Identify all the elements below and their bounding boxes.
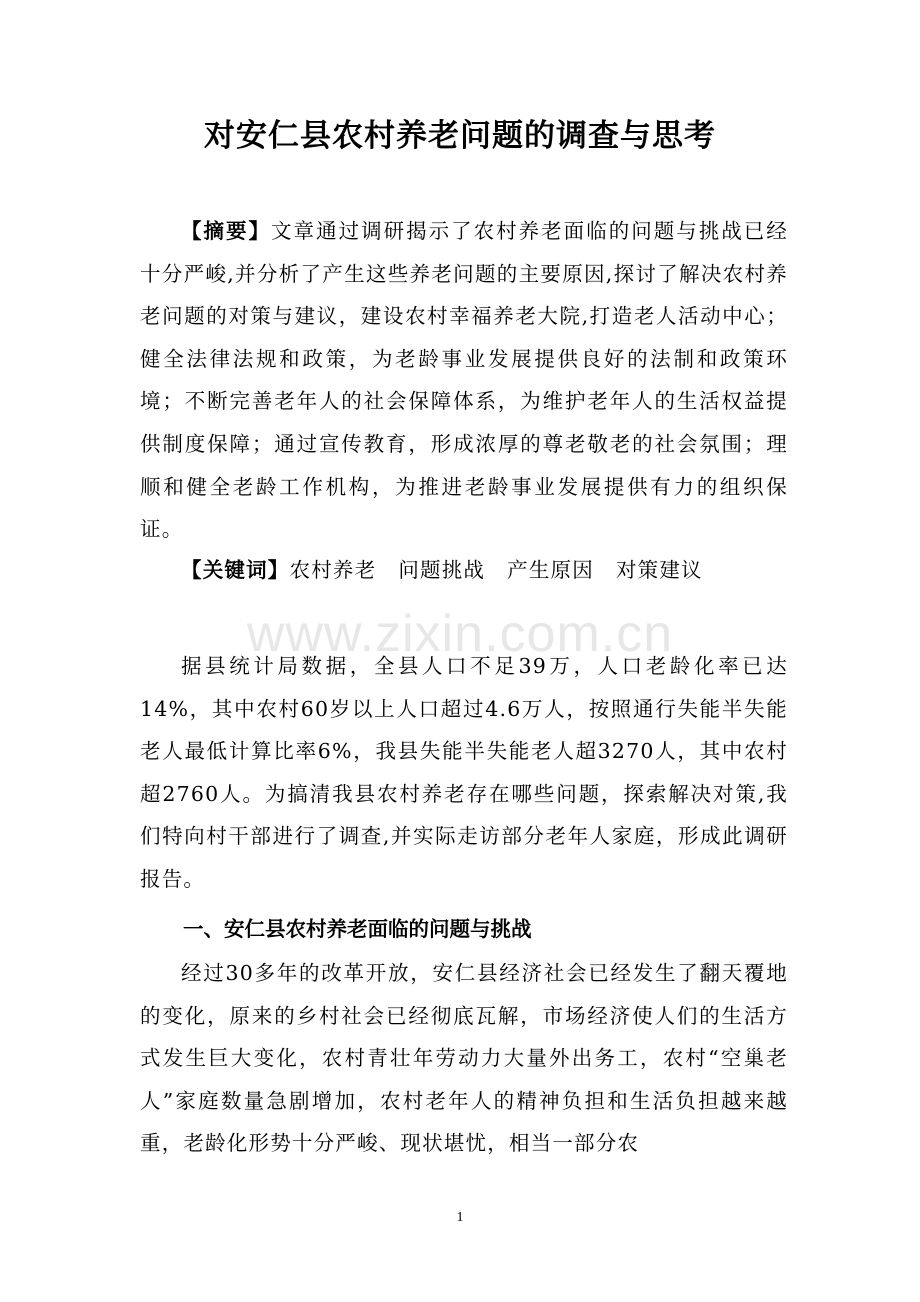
abstract-label: 【摘要】 <box>181 219 272 243</box>
abstract-paragraph <box>140 210 788 551</box>
watermark: www.zixin.com.cn <box>246 605 674 663</box>
intro-paragraph: 据县统计局数据，全县人口不足39万，人口老龄化率已达14%，其中农村60岁以上人口超过4.6万人，按照通行失能半失能老人最低计算比率6%，我县失能半失能老人超3270人，其中农村超2760人。为搞清我县农村养老存在哪些问题，探索解决对策,我们特向村干部进行了调查,并实际走访部分老年人家庭，形成此调研报告。 <box>140 654 788 891</box>
keyword-item: 问题挑战 <box>398 558 486 582</box>
page-number: 1 <box>456 1210 464 1225</box>
keywords-label: 【关键词】 <box>181 558 290 582</box>
abstract-text: 文章通过调研揭示了农村养老面临的问题与挑战已经十分严峻,并分析了产生这些养老问题的主要原因,探讨了解决农村养老问题的对策与建议，建设农村幸福养老大院,打造老人活动中心；健全法律法规和政策，为老龄事业发展提供良好的法制和政策环境；不断完善老年人的社会保障体系，为维护老年人的生活权益提供制度保障；通过宣传教育，形成浓厚的尊老敬老的社会氛围；理顺和健全老龄工作机构，为推进老龄事业发展提供有力的组织保证。 <box>140 219 788 542</box>
section-heading: 一、安仁县农村养老面临的问题与挑战 <box>183 917 532 941</box>
keyword-item: 对策建议 <box>615 558 703 582</box>
document-title: 对安仁县农村养老问题的调查与思考 <box>204 118 716 154</box>
keywords-paragraph <box>140 549 788 592</box>
section-paragraph: 经过30多年的改革开放，安仁县经济社会已经发生了翻天覆地的变化，原来的乡村社会已经彻底瓦解，市场经济使人们的生活方式发生巨大变化，农村青壮年劳动力大量外出务工，农村“空巢老人”家庭数量急剧增加，农村老年人的精神负担和生活负担越来越重，老龄化形势十分严峻、现状堪忧，相当一部分农 <box>140 961 788 1156</box>
keyword-item: 农村养老 <box>289 558 377 582</box>
keyword-item: 产生原因 <box>507 558 594 582</box>
